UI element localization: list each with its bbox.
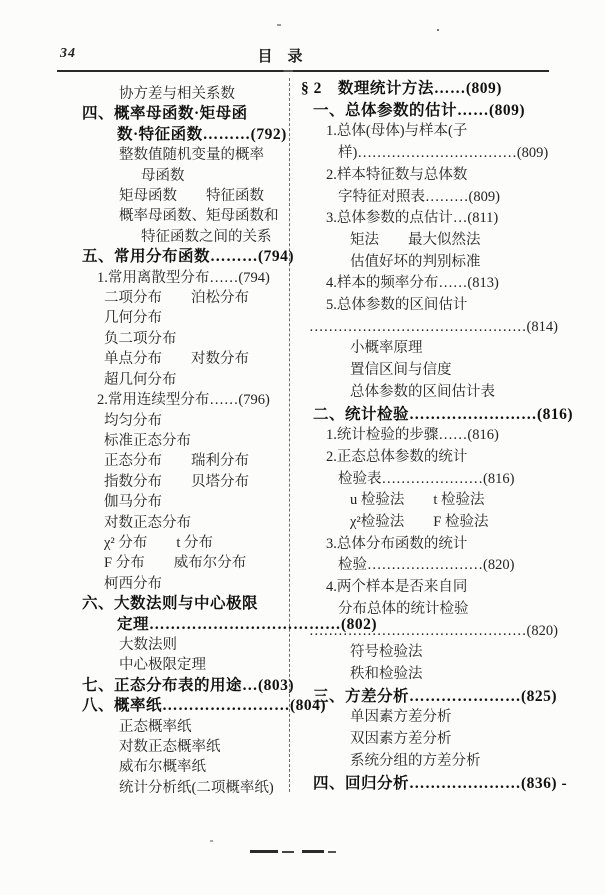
toc-line: 八、概率纸……………………(804) <box>82 697 327 715</box>
page-number: 34 <box>60 46 76 61</box>
scan-dash-artifact <box>250 850 278 853</box>
toc-line: 小概率原理 <box>350 340 423 357</box>
toc-line: 整数值随机变量的概率 <box>119 147 264 164</box>
toc-line: 母函数 <box>141 167 185 184</box>
toc-line: 2.正态总体参数的统计 <box>326 448 468 465</box>
scan-speck <box>277 24 281 26</box>
toc-line: 矩法 最大似然法 <box>350 231 481 248</box>
toc-column-left <box>59 84 378 798</box>
page-header-title: 目 录 <box>257 49 303 65</box>
toc-line: 四、回归分析…………………(836) - <box>313 774 568 792</box>
toc-line: 2.样本特征数与总体数 <box>326 166 468 183</box>
toc-line: 特征函数之间的关系 <box>141 228 272 245</box>
toc-line: 字特征对照表………(809) <box>338 188 500 205</box>
header-rule <box>57 70 549 72</box>
toc-line: 3.总体分布函数的统计 <box>326 535 468 552</box>
toc-line: 三、方差分析…………………(825) <box>313 687 558 705</box>
scan-dash-artifact <box>302 850 324 853</box>
toc-line: 3.总体参数的点估计…(811) <box>326 210 499 227</box>
toc-line: 六、大数法则与中心极限 <box>82 595 259 613</box>
toc-line: 几何分布 <box>104 310 162 327</box>
toc-line: 中心极限定理 <box>119 657 206 674</box>
toc-line: 大数法则 <box>119 636 177 653</box>
toc-line: 4.样本的频率分布……(813) <box>326 275 499 292</box>
toc-line: § 2 数理统计方法……(809) <box>301 80 502 97</box>
toc-line: 均匀分布 <box>104 412 162 429</box>
toc-line: 定理………………………………(802) <box>117 615 378 633</box>
toc-column-right <box>296 78 596 794</box>
toc-line: 伽马分布 <box>104 494 162 511</box>
toc-line: 二、统计检验……………………(816) <box>313 405 574 423</box>
toc-line: 威布尔概率纸 <box>119 759 206 776</box>
toc-line: 对数正态分布 <box>104 514 191 531</box>
toc-line: 检验……………………(820) <box>338 557 515 574</box>
toc-line: F 分布 威布尔分布 <box>104 555 247 572</box>
toc-line: 检验表…………………(816) <box>338 470 515 487</box>
toc-line: 正态分布 瑞利分布 <box>104 453 249 470</box>
toc-line: 四、概率母函数·矩母函 <box>82 105 248 123</box>
toc-line: 秩和检验法 <box>350 665 423 682</box>
toc-line: 1.统计检验的步骤……(816) <box>326 427 499 444</box>
toc-line: 置信区间与信度 <box>350 362 452 379</box>
toc-line: 二项分布 泊松分布 <box>104 290 249 307</box>
toc-line: 指数分布 贝塔分布 <box>104 473 249 490</box>
toc-line: 估值好坏的判别标准 <box>350 253 481 270</box>
toc-line: 标准正态分布 <box>104 432 191 449</box>
toc-line: 4.两个样本是否来自同 <box>326 579 468 596</box>
column-divider-line <box>289 78 290 792</box>
scan-dash-artifact <box>282 851 294 853</box>
toc-line: 统计分析纸(二项概率纸) <box>119 779 274 796</box>
toc-line: 符号检验法 <box>350 644 423 661</box>
toc-line: 总体参数的区间估计表 <box>350 383 495 400</box>
toc-line: 一、总体参数的估计……(809) <box>313 101 526 119</box>
toc-line: 五、常用分布函数………(794) <box>82 248 295 266</box>
scan-dash-artifact <box>328 851 336 853</box>
toc-line: 单因素方差分析 <box>350 709 452 726</box>
toc-line: 双因素方差分析 <box>350 731 452 748</box>
toc-line: 矩母函数 特征函数 <box>119 188 264 205</box>
scan-speck <box>437 29 439 31</box>
toc-line: 负二项分布 <box>104 330 177 347</box>
toc-line: 对数正态概率纸 <box>119 739 221 755</box>
toc-line: 5.总体参数的区间估计 <box>326 297 468 314</box>
toc-line: 样)……………………………(809) <box>338 145 549 162</box>
toc-line: 系统分组的方差分析 <box>350 752 481 769</box>
toc-line: 单点分布 对数分布 <box>104 351 249 368</box>
toc-line: 柯西分布 <box>104 575 162 592</box>
toc-line: ………………………………………(820) <box>309 622 558 639</box>
toc-line: 1.总体(母体)与样本(子 <box>326 123 468 140</box>
toc-line: 协方差与相关系数 <box>119 86 235 102</box>
toc-line: χ²检验法 F 检验法 <box>350 514 489 531</box>
toc-line: 正态概率纸 <box>119 718 192 735</box>
toc-line: 七、正态分布表的用途…(803) <box>82 676 295 694</box>
toc-line: 2.常用连续型分布……(796) <box>97 392 270 409</box>
toc-line: χ² 分布 t 分布 <box>104 534 214 551</box>
toc-line: 分布总体的统计检验 <box>338 600 469 617</box>
toc-line: 超几何分布 <box>104 371 177 388</box>
toc-line: 数·特征函数………(792) <box>117 125 287 143</box>
toc-line: u 检验法 t 检验法 <box>350 492 485 509</box>
toc-line: 1.常用离散型分布……(794) <box>97 269 270 286</box>
scan-speck <box>210 840 213 842</box>
toc-line: 概率母函数、矩母函数和 <box>119 208 279 225</box>
toc-line: ………………………………………(814) <box>309 318 558 335</box>
